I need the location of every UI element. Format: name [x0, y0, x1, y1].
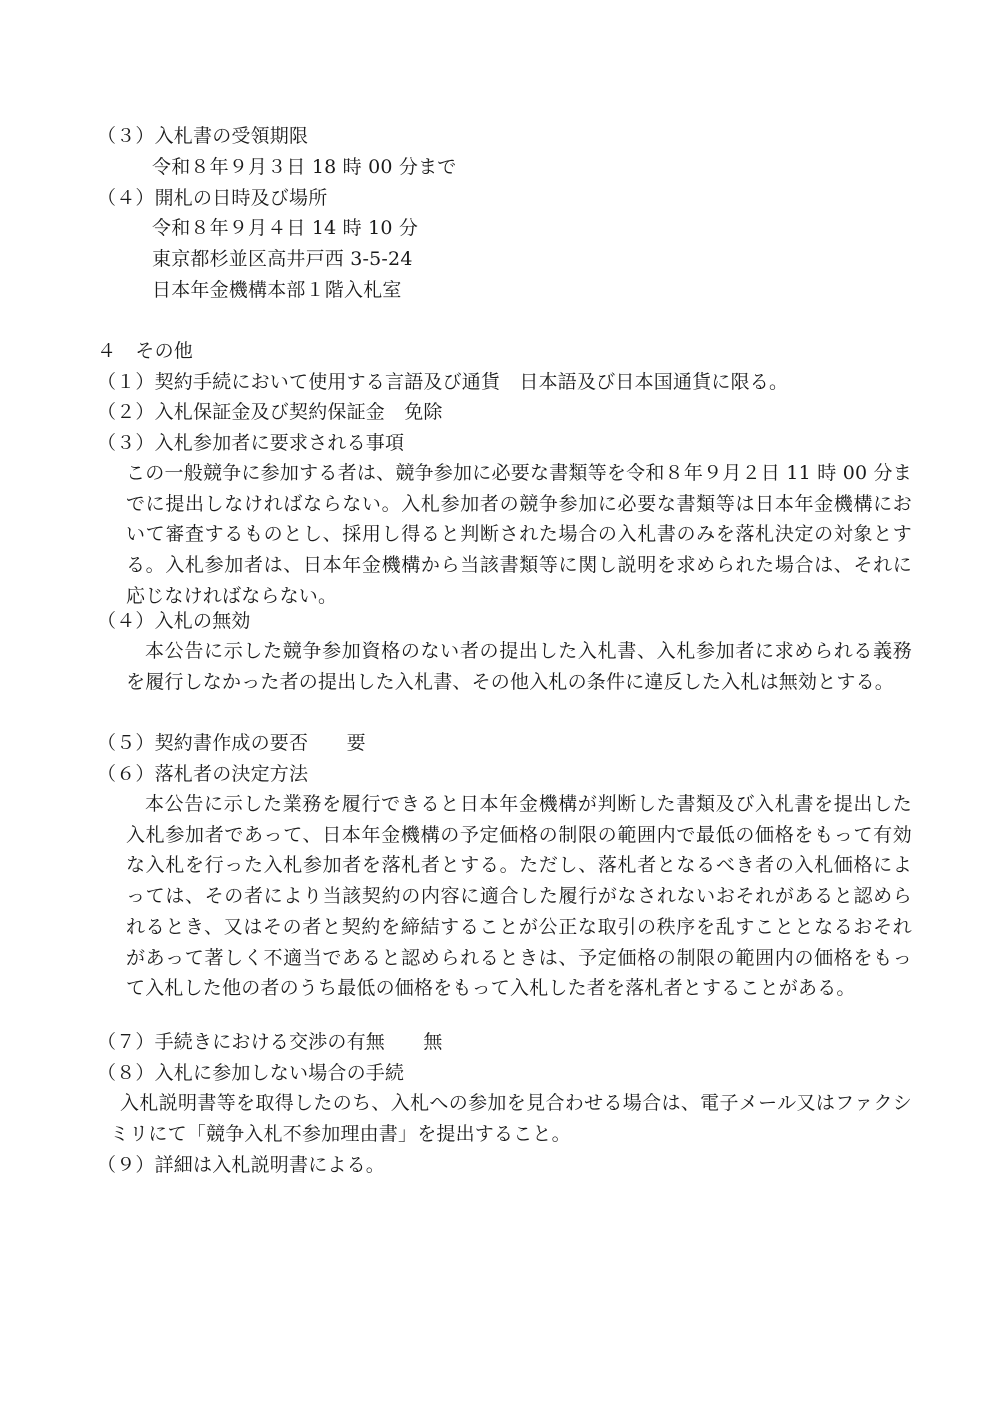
other-item-6-heading: （６）落札者の決定方法 — [97, 763, 309, 785]
other-item-5: （５）契約書作成の要否 要 — [97, 732, 366, 754]
other-item-7: （７）手続きにおける交渉の有無 無 — [97, 1031, 443, 1053]
section-4-datetime: 令和８年９月４日 14 時 10 分 — [152, 217, 419, 239]
section-4-address: 東京都杉並区高井戸西 3-5-24 — [152, 248, 413, 270]
section-4-room: 日本年金機構本部１階入札室 — [152, 279, 402, 301]
other-item-4-text: 本公告に示した競争参加資格のない者の提出した入札書、入札参加者に求められる義務を履行しなかった者の提出した入札書、その他入札の条件に違反した入札は無効とする。 — [126, 640, 912, 693]
section-3-heading: （３）入札書の受領期限 — [97, 125, 309, 147]
other-heading: ４ その他 — [97, 340, 194, 362]
other-item-6-text: 本公告に示した業務を履行できると日本年金機構が判断した書類及び入札書を提出した入札参加者であって、日本年金機構の予定価格の制限の範囲内で最低の価格をもって有効な入札を行った入札参加者を落札者とする。ただし、落札者となるべき者の入札価格によっては、その者により当該契約の内容に適合した履行がなされないおそれがあると認められるとき、又はその者と契約を締結することが公正な取引の秩序を乱すこととなるおそれがあって著しく不適当であると認められるときは、予定価格の制限の範囲内の価格をもって入札した他の者のうち最低の価格をもって入札した者を落札者とすることがある。 — [126, 793, 912, 1000]
other-item-9: （９）詳細は入札説明書による。 — [97, 1154, 386, 1176]
section-3-deadline: 令和８年９月３日 18 時 00 分まで — [152, 156, 457, 178]
other-item-1: （１）契約手続において使用する言語及び通貨 日本語及び日本国通貨に限る。 — [97, 371, 789, 393]
other-item-3-text: この一般競争に参加する者は、競争参加に必要な書類等を令和８年９月２日 11 時 00 分までに提出しなければならない。入札参加者の競争参加に必要な書類等は日本年金機構において審査するものとし、採用し得ると判断された場合の入札書のみを落札決定の対象とする。入札参加者は、日本年金機構から当該書類等に関し説明を求められた場合は、それに応じなければならない。 — [126, 462, 912, 607]
other-item-3-heading: （３）入札参加者に要求される事項 — [97, 432, 405, 454]
other-item-2: （２）入札保証金及び契約保証金 免除 — [97, 401, 443, 423]
other-item-8-heading: （８）入札に参加しない場合の手続 — [97, 1062, 405, 1084]
section-4-heading: （４）開札の日時及び場所 — [97, 187, 328, 209]
other-item-4-heading: （４）入札の無効 — [97, 610, 251, 632]
other-item-8-text: 入札説明書等を取得したのち、入札への参加を見合わせる場合は、電子メール又はファクシミリにて「競争入札不参加理由書」を提出すること。 — [110, 1092, 912, 1145]
